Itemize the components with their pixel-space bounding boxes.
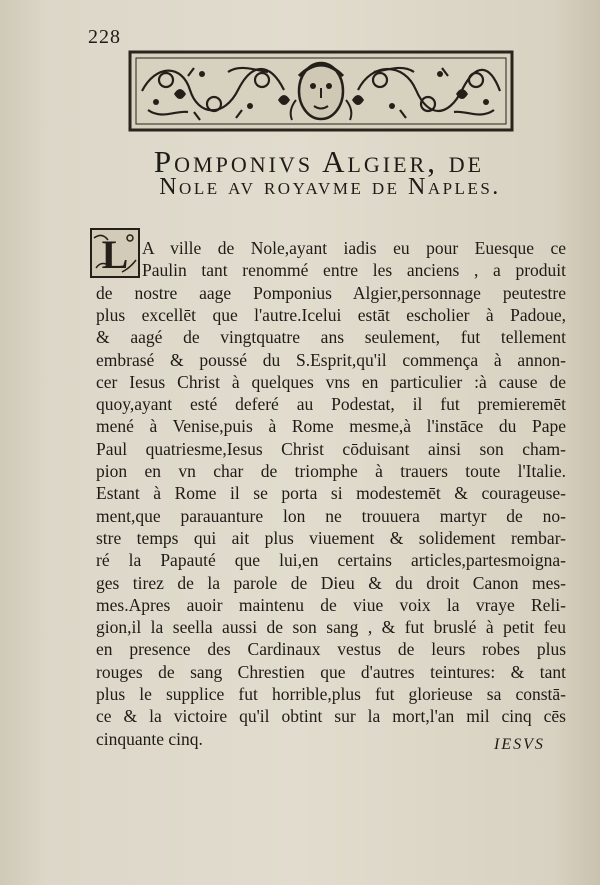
decorated-initial [90,228,140,278]
body-line: plus excellēt que l'autre.Icelui estāt escholier à Padoue, [96,304,566,325]
body-line: Paul quatriesme,Iesus Christ cōduisant ainsi son cham- [96,438,566,459]
body-line: & aagé de vingtquatre ans seulement, fut tellement [96,327,566,348]
body-line: Estant à Rome il se porta si modestemēt & courageuse- [96,483,566,504]
body-line: rouges de sang Chrestien que d'autres teintures: & tant [96,661,566,682]
body-line: embrasé & poussé du S.Esprit,qu'il commença à annon- [96,349,566,370]
body-line: mené à Venise,puis à Rome mesme,à l'instāce du Pape [96,416,566,437]
body-line: ges tirez de la parole de Dieu & du droit Canon mes- [96,572,566,593]
svg-text:L: L [101,232,129,277]
body-line: ce & la victoire qu'il obtint sur la mort,l'an mil cinq cēs [96,706,566,727]
body-line: plus le supplice fut horrible,plus fut glorieuse sa constā- [96,684,566,704]
body-line: gion,il la seella aussi de son sang , & fut bruslé à petit feu [96,617,566,638]
body-line: Paulin tant renommé entre les anciens , a produit [142,260,566,281]
chapter-title-line-2: Nole av royavme de Naples. [159,174,501,200]
ornamental-headpiece [128,50,514,132]
body-line: mes.Apres auoir maintenu de viue voix la vraye Reli- [96,594,566,615]
page-number: 228 [88,26,121,48]
body-line: cinquante cinq. [96,728,203,749]
body-line: stre temps qui ait plus viuement & solidement rembar- [96,527,566,548]
body-line: ment,que parauanture lon ne trouuera martyr de no- [96,505,566,526]
body-line: quoy,ayant esté deferé au Podestat, il fut premieremēt [96,394,566,415]
catchword: IESVS [494,736,545,753]
body-line: en presence des Cardinaux vestus de leurs robes plus [96,639,566,660]
body-line: pion en vn char de triomphe à trauers toute l'Italie. [96,461,566,481]
body-line: ré la Papauté que lui,en certains articles,partesmoigna- [96,550,566,571]
chapter-title-line-1: Pomponivs Algier, de [153,144,485,179]
body-line: A ville de Nole,ayant iadis eu pour Euesque ce [142,238,566,258]
body-line: de nostre aage Pomponius Algier,personnage peutestre [96,282,566,303]
body-line: cer Iesus Christ à quelques vns en particulier :à cause de [96,371,566,392]
